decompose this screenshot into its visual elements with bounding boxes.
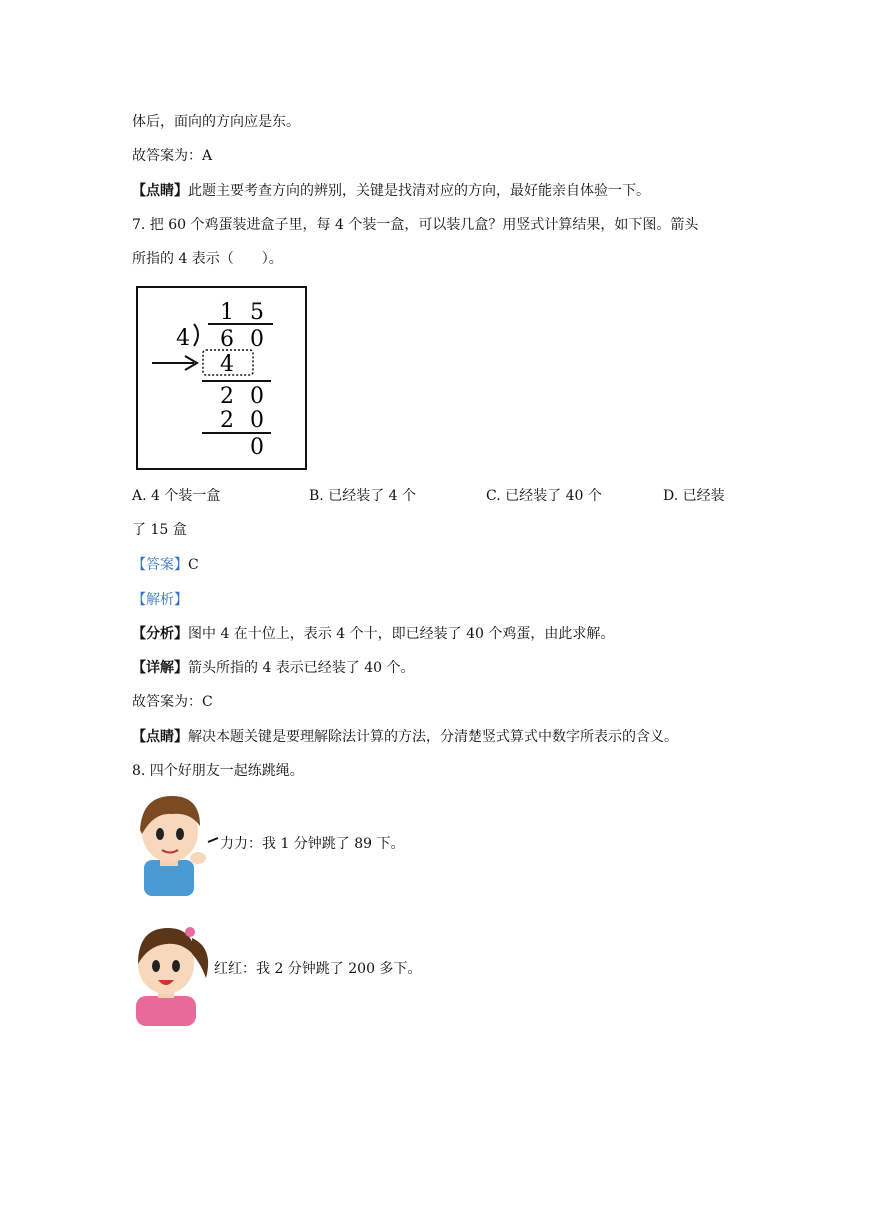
dianjing-line-2 [132,727,678,747]
step2-digit-2: 0 [250,408,264,433]
honghong-speech: 红红：我 2 分钟跳了 200 多下。 [214,961,422,977]
dianjing-tag: 【点睛】 [132,183,188,199]
xiangjie-line [132,658,415,678]
dianjing-line-1 [132,181,650,201]
conclusion-line: 故答案为：C [132,694,213,710]
boy-illustration [132,790,222,902]
step2-digit-1: 2 [220,408,234,433]
quotient-digit-2: 5 [250,300,264,325]
dianjing-text: 此题主要考查方向的辨别，关键是找清对应的方向，最好能亲自体验一下。 [188,183,650,199]
quotient-digit-1: 1 [220,300,234,325]
fenxi-tag: 【分析】 [132,626,188,642]
long-division-figure [136,286,307,470]
option-d[interactable]: D. 已经装 [663,488,725,504]
lili-speech: 力力：我 1 分钟跳了 89 下。 [220,836,405,852]
divisor: 4 [176,326,190,351]
question-7-line-2: 所指的 4 表示（ ）。 [132,251,283,267]
text-line-1: 体后，面向的方向应是东。 [132,114,300,130]
dividend-digit-1: 6 [220,327,234,352]
final-remainder: 0 [250,435,264,460]
answer-value: C [188,557,199,573]
answer-tag: 【答案】 [132,557,188,573]
xiangjie-text: 箭头所指的 4 表示已经装了 40 个。 [188,660,415,676]
xiangjie-tag: 【详解】 [132,660,188,676]
dianjing2-text: 解决本题关键是要理解除法计算的方法，分清楚竖式算式中数字所表示的含义。 [188,729,678,745]
remainder1-digit-1: 2 [220,384,234,409]
option-a[interactable]: A. 4 个装一盒 [132,488,221,504]
dianjing2-tag: 【点睛】 [132,729,188,745]
fenxi-text: 图中 4 在十位上，表示 4 个十，即已经装了 40 个鸡蛋，由此求解。 [188,626,615,642]
analysis-tag: 【解析】 [132,592,188,608]
question-7-line-1: 7. 把 60 个鸡蛋装进盒子里，每 4 个装一盒，可以装几盒？用竖式计算结果，如下图。箭头 [132,217,699,233]
option-c[interactable]: C. 已经装了 40 个 [486,488,602,504]
option-b[interactable]: B. 已经装了 4 个 [309,488,416,504]
dividend-digit-2: 0 [250,327,264,352]
answer-line [132,555,199,575]
girl-illustration [132,918,216,1030]
step1-digit: 4 [220,352,234,377]
option-d-continued: 了 15 盒 [132,522,187,538]
arrow-icon [152,356,197,370]
remainder1-digit-2: 0 [250,384,264,409]
fenxi-line [132,624,614,644]
question-8-line: 8. 四个好朋友一起练跳绳。 [132,763,304,779]
text-line-2: 故答案为：A [132,148,213,164]
